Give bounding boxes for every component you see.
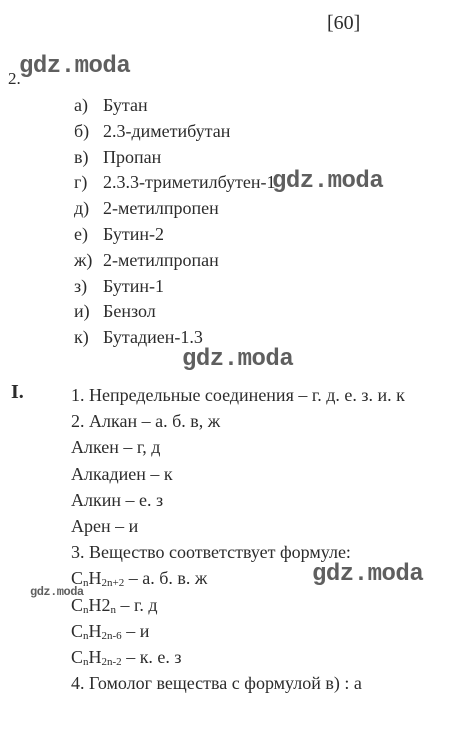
item-text: Бензол [103, 301, 156, 322]
answer-alkin: Алкин – е. з [71, 489, 164, 510]
formula-h: H2 [88, 594, 111, 615]
formula-h-sub: 2n-2 [101, 655, 122, 668]
item-text: 2.3-диметибутан [103, 120, 231, 141]
formula-h-sub: n [110, 603, 117, 616]
item-text: 2-метилпропен [103, 198, 219, 219]
item-letter: к) [74, 327, 89, 348]
item-text: 2.3.3-триметилбутен-1 [103, 172, 276, 193]
item-text: Бутадиен-1.3 [103, 327, 203, 348]
formula-line [71, 592, 405, 618]
item-letter: в) [74, 146, 89, 167]
formula-h-sub: 2n+2 [101, 577, 125, 590]
list-item [74, 119, 276, 145]
item-text: Бутан [103, 95, 148, 115]
list-item [74, 145, 276, 171]
list-item [74, 222, 276, 248]
item-letter: б) [74, 120, 90, 141]
section-2-number: 2. [8, 69, 21, 88]
formula-c: C [71, 594, 84, 615]
answer-line-1: 1. Непредельные соединения – г. д. е. з. и. к [71, 385, 405, 405]
answer-line-3: 3. Вещество соответствует формуле: [71, 542, 351, 563]
item-letter: и) [74, 301, 90, 322]
formula-c: C [71, 568, 84, 589]
formula-c: C [71, 646, 84, 667]
formula-answer: – г. д [116, 594, 158, 615]
formula-h-sub: 2n-6 [101, 629, 122, 642]
formula-c-sub: n [83, 629, 89, 642]
list-item [74, 196, 276, 222]
formula-c-sub: n [83, 603, 89, 616]
section-1-number: I. [11, 381, 24, 403]
answer-alkadien: Алкадиен – к [71, 463, 173, 484]
answer-line-2: 2. Алкан – а. б. в, ж [71, 411, 221, 432]
answer-alken: Алкен – г, д [71, 437, 161, 458]
list-item [74, 299, 276, 325]
list-item [74, 170, 276, 196]
item-text: Бутин-1 [103, 275, 165, 296]
formula-h: H [88, 646, 102, 667]
item-letter: г) [74, 172, 88, 193]
answer-line-4: 4. Гомолог вещества с формулой в) : а [71, 673, 362, 694]
formula-h: H [88, 568, 102, 589]
item-letter: е) [74, 223, 88, 244]
item-text: 2-метилпропан [103, 249, 219, 270]
answers-block [71, 382, 405, 696]
formula-h: H [88, 620, 102, 641]
page-number: [60] [327, 12, 361, 34]
item-letter: а) [74, 95, 88, 115]
item-letter: з) [74, 275, 88, 296]
formula-c: C [71, 620, 84, 641]
formula-line [71, 618, 405, 644]
watermark: gdz.moda [182, 346, 294, 373]
formula-answer: – к. е. з [121, 646, 182, 667]
item-text: Бутин-2 [103, 223, 165, 244]
item-text: Пропан [103, 146, 162, 167]
list-item [74, 93, 276, 119]
list-item [74, 274, 276, 300]
watermark: gdz.moda [312, 561, 424, 588]
watermark: gdz.moda [30, 585, 84, 599]
formula-line [71, 644, 405, 670]
answer-aren: Арен – и [71, 515, 139, 536]
list-item [74, 248, 276, 274]
item-letter: д) [74, 198, 90, 219]
item-letter: ж) [74, 249, 93, 270]
watermark: gdz.moda [272, 168, 384, 195]
formula-answer: – и [121, 620, 150, 641]
compound-list [74, 93, 276, 351]
watermark: gdz.moda [19, 53, 131, 80]
formula-answer: – а. б. в. ж [124, 568, 208, 589]
formula-c-sub: n [83, 655, 89, 668]
formula-c-sub: n [83, 577, 89, 590]
